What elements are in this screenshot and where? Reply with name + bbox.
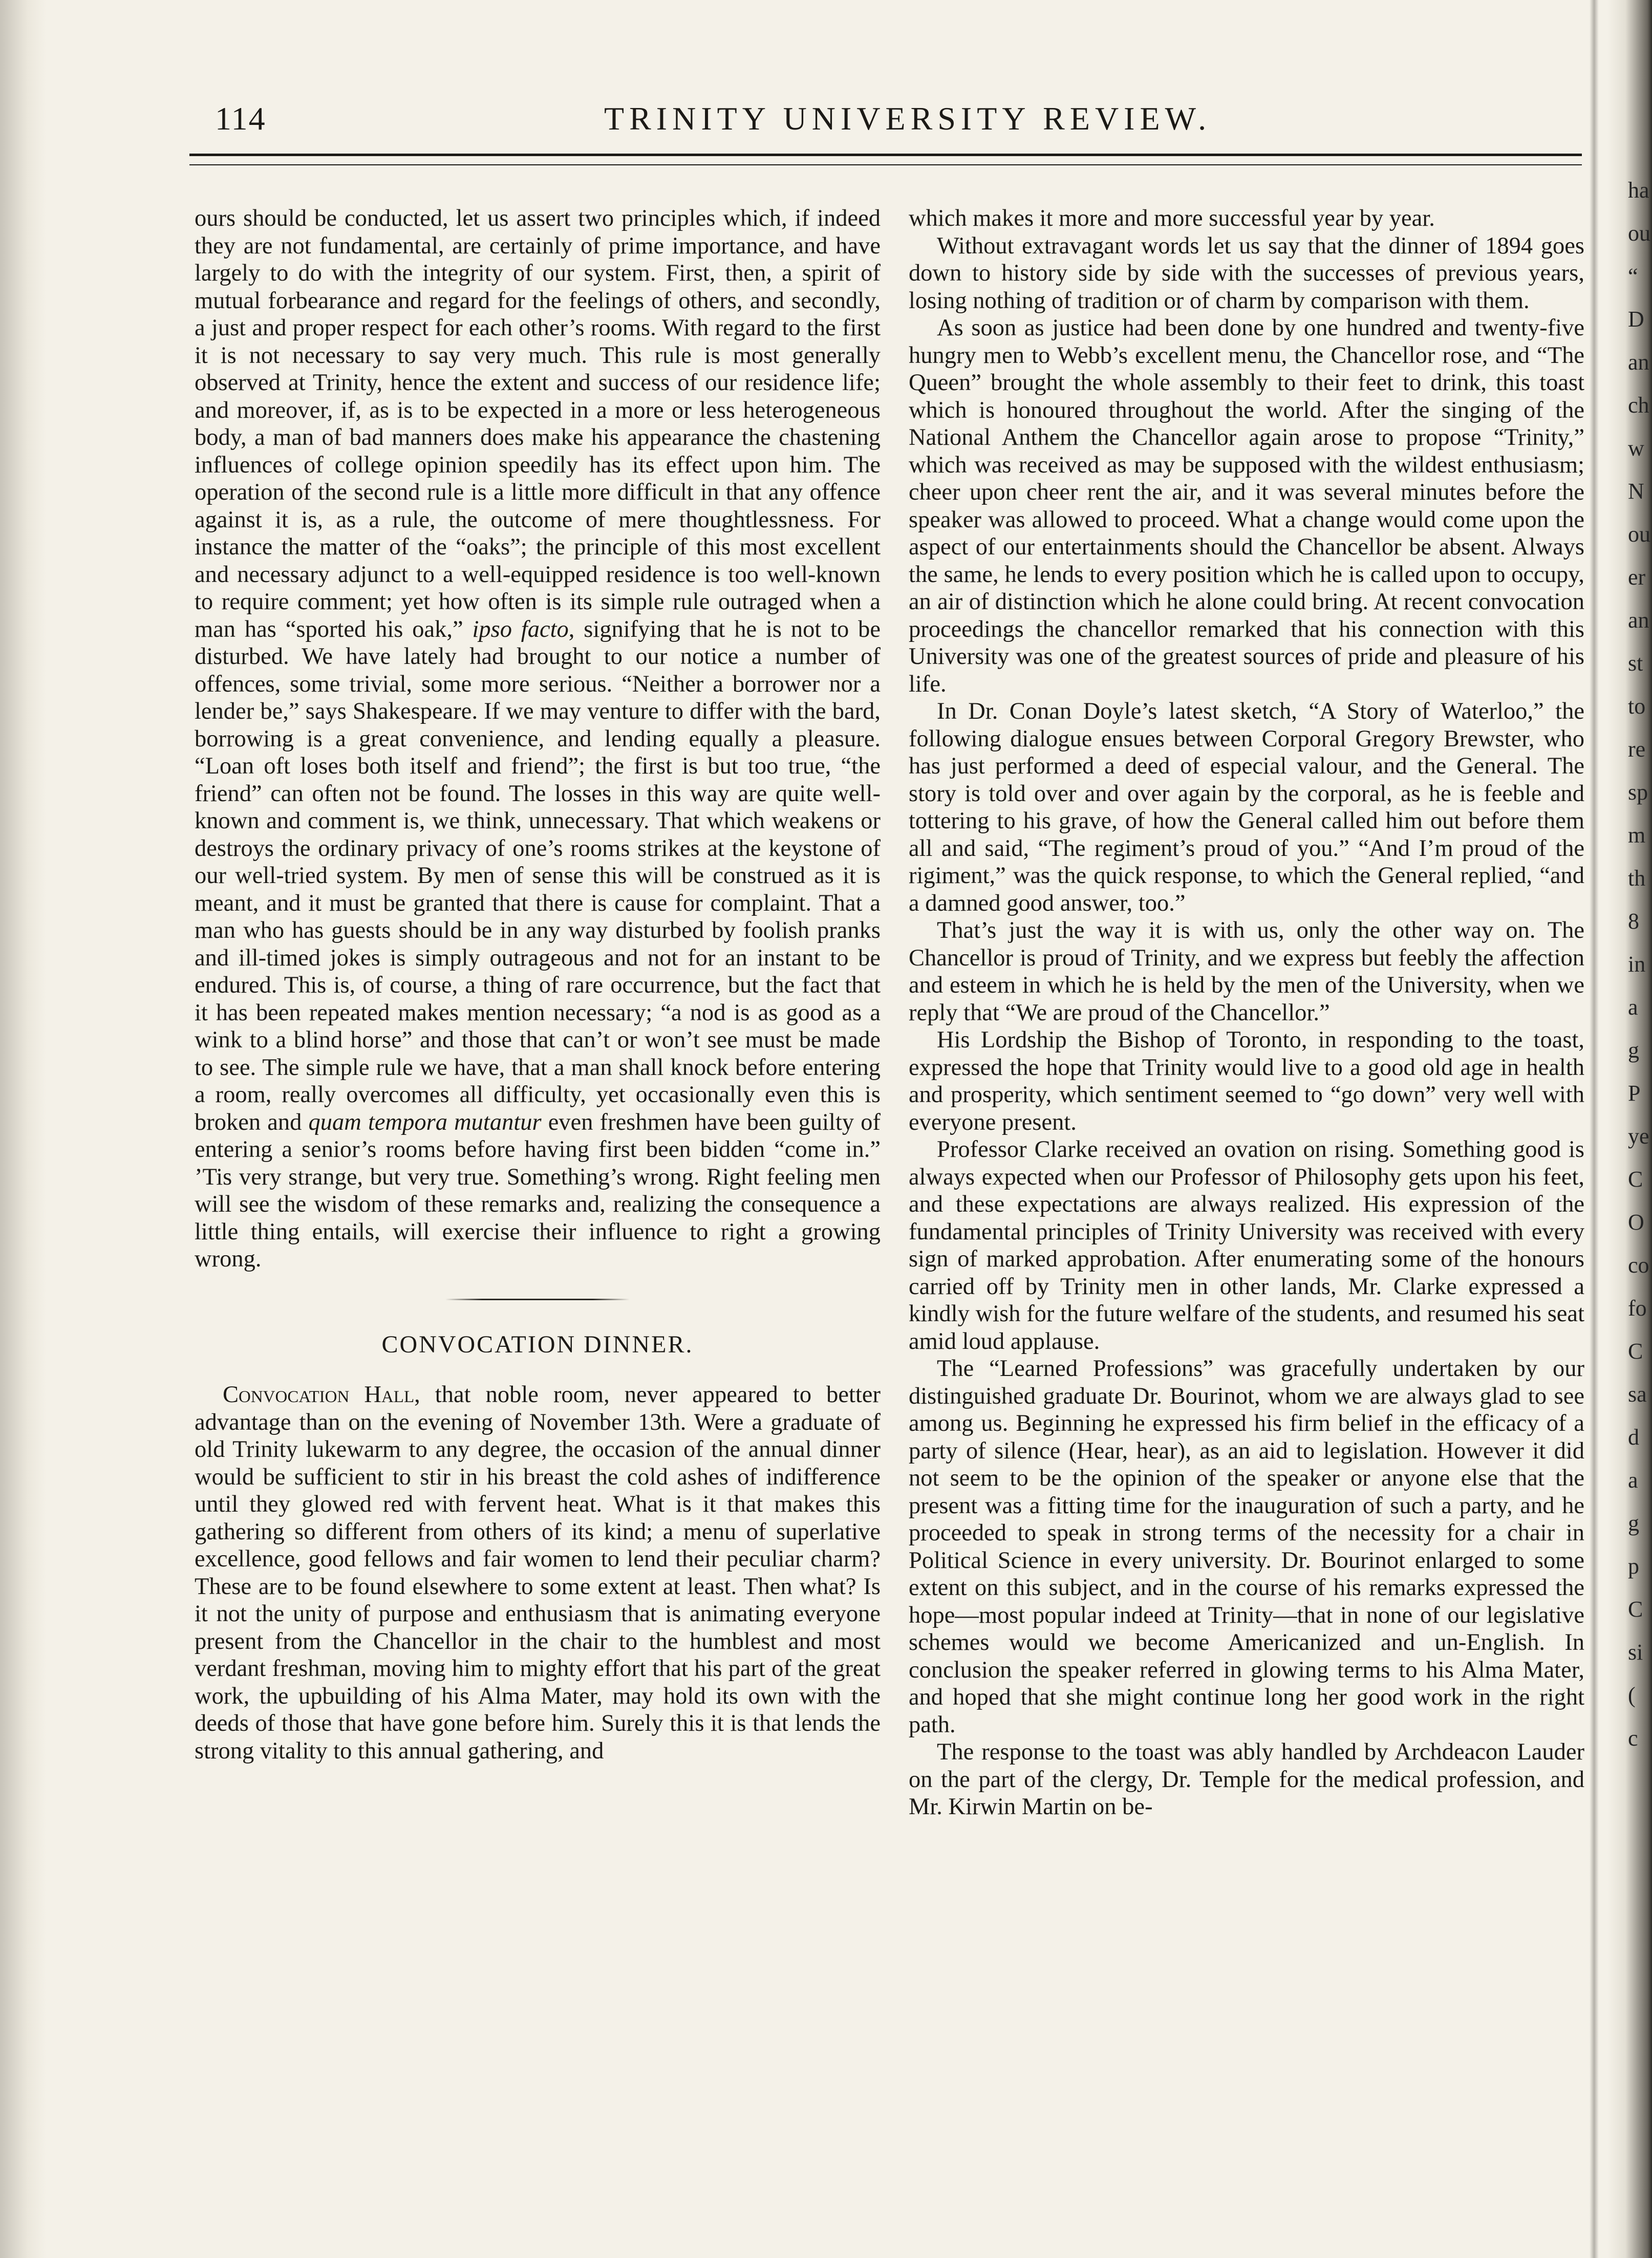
article-paragraph: The “Learned Professions” was gracefully undertaken by our distinguished graduate Dr. Bourinot, whom we are always glad to see among us. Beginning he expressed his firm belief in the efficacy of a party of silence (Hear, hear), as an aid to legislation. However it did not seem to be the opinion of the speaker or anyone else that the present was a fitting time for the inauguration of such a party, and he proceeded to speak in strong terms of the necessity for a chair in Political Science in every university. Dr. Bourinot enlarged to some extent on this subject, and in the course of his remarks expressed the hope—most popular indeed at Trinity—that in none of our legislative schemes would we become Americanized and un-English. In conclusion the speaker referred in glowing terms to his Alma Mater, and hoped that she might continue long her good work in the right path. xyxy=(909,1356,1584,1738)
margin-fragment: 8 xyxy=(1628,909,1639,934)
margin-fragment: C xyxy=(1628,1597,1643,1622)
article-paragraph: Professor Clarke received an ovation on rising. Something good is always expected when our Professor of Philosophy gets upon his feet, and these expectations are always realized. His expression of the fundamental principles of Trinity University was received with every sign of marked approbation. After enumerating some of the honours carried off by Trinity men in other lands, Mr. Clarke expressed a kindly wish for the future welfare of the students, and resumed his seat amid loud applause. xyxy=(909,1136,1584,1354)
binding-gutter xyxy=(1590,0,1599,2258)
margin-fragment: N xyxy=(1628,479,1644,504)
margin-fragment: ye xyxy=(1628,1124,1649,1149)
page-header xyxy=(215,100,1556,146)
margin-fragment: th xyxy=(1628,866,1646,891)
margin-fragment: sp xyxy=(1628,780,1648,805)
paragraph-text: ours should be conducted, let us assert two principles which, if indeed they are not fundamental, are certainly of prime importance, and have largely to do with the integrity of our system. First, then, a spirit of mutual forbearance and regard for the feelings of others, and secondly, a just and proper respect for each other’s rooms. With regard to the first it is not necessary to say very much. This rule is most generally observed at Trinity, hence the extent and success of our residence life; and moreover, if, as is to be expected in a more or less heterogeneous body, a man of bad manners does make his appearance the chastening influences of college opinion speedily has its effect upon him. The operation of the second rule is a little more difficult in that any offence against it is, as a rule, the outcome of mere thoughtlessness. For instance the matter of the “oaks”; the principle of this most excellent and necessary adjunct to a well-equipped residence is too well-known to require comment; yet how often is its simple rule outraged when a man has “sported his oak,” xyxy=(195,205,881,642)
section-title: CONVOCATION DINNER. xyxy=(381,1330,694,1358)
margin-fragment: c xyxy=(1628,1726,1638,1751)
article-paragraph: His Lordship the Bishop of Toronto, in responding to the toast, expressed the hope that Trinity would live to a good old age in health and prosperity, which sentiment seemed to “go down” very well with everyone present. xyxy=(909,1027,1584,1135)
margin-fragment: P xyxy=(1628,1081,1641,1106)
margin-fragment: p xyxy=(1628,1554,1639,1579)
margin-fragment: ch xyxy=(1628,393,1649,418)
article-paragraph xyxy=(195,205,881,1273)
margin-fragment: ( xyxy=(1628,1683,1636,1708)
paragraph-text: , that noble room, never appeared to better advantage than on the evening of November 13th. Were a graduate of old Trinity lukewarm to any degree, the occasion of the annual dinner would be sufficient to stir in his breast the cold ashes of indifference until they glowed red with fervent heat. What is it that makes this gathering so different from others of its kind; a menu of superlative excellence, good fellows and fair women to lend their peculiar charm? These are to be found elsewhere to some extent at least. Then what? Is it not the unity of purpose and enthusiasm that is animating everyone present from the Chancellor in the chair to the humblest and most verdant freshman, moving him to mighty effort that his part of the great work, the upbuilding of his Alma Mater, may hold its own with the deeds of those that have gone before him. Surely this it is that lends the strong vitality to this annual gathering, and xyxy=(195,1382,881,1764)
margin-fragment: si xyxy=(1628,1640,1643,1665)
margin-fragment: g xyxy=(1628,1511,1639,1536)
page-number: 114 xyxy=(215,100,266,137)
article-paragraph: As soon as justice had been done by one hundred and twenty-five hungry men to Webb’s excellent menu, the Chancellor rose, and “The Queen” brought the whole assembly to their feet to drink, this toast which is honoured throughout the world. After the singing of the National Anthem the Chancellor again arose to propose “Trinity,” which was received as may be supposed with the wildest enthusiasm; cheer upon cheer rent the air, and it was several minutes before the speaker was allowed to proceed. What a change would come upon the aspect of our entertainments should the Chancellor be absent. Always the same, he lends to every position which he is called upon to occupy, an air of distinction which he alone could bring. At recent convocation proceedings the chancellor remarked that his connection with this University was one of the greatest sources of pride and pleasure of his life. xyxy=(909,315,1584,697)
paragraph-text: even freshmen have been guilty of entering a senior’s rooms before having first been bidden “come in.” ’Tis very strange, but very true. Something’s wrong. Right feeling men will see the wisdom of these remarks and, realizing the consequence a little thing entails, will exercise their influence to right a growing wrong. xyxy=(195,1109,881,1272)
header-rule xyxy=(189,154,1582,165)
margin-fragment: sa xyxy=(1628,1382,1647,1407)
margin-fragment: w xyxy=(1628,436,1644,461)
margin-fragment: to xyxy=(1628,694,1646,719)
journal-title: TRINITY UNIVERSITY REVIEW. xyxy=(604,100,1212,137)
article-paragraph: That’s just the way it is with us, only the other way on. The Chancellor is proud of Trinity, and we express but feebly the affection and esteem in which he is held by the men of the University, when we reply that “We are proud of the Chancellor.” xyxy=(909,917,1584,1026)
margin-fragment: C xyxy=(1628,1167,1643,1192)
margin-fragment: an xyxy=(1628,350,1649,375)
margin-fragment: er xyxy=(1628,565,1646,590)
margin-fragment: st xyxy=(1628,651,1643,676)
margin-fragment: ou xyxy=(1628,221,1650,246)
margin-fragment: C xyxy=(1628,1339,1643,1364)
margin-fragment: m xyxy=(1628,823,1646,848)
article-paragraph: The response to the toast was ably handled by Archdeacon Lauder on the part of the clergy, Dr. Temple for the medical profession, and Mr. Kirwin Martin on be- xyxy=(909,1739,1584,1820)
left-column xyxy=(195,205,881,1765)
margin-fragment: fo xyxy=(1628,1296,1647,1321)
italic-phrase: ipso facto xyxy=(472,616,569,642)
section-divider xyxy=(445,1299,630,1300)
margin-fragment: re xyxy=(1628,737,1646,762)
margin-fragment: a xyxy=(1628,995,1638,1020)
margin-fragment: O xyxy=(1628,1210,1644,1235)
paragraph-text: , signifying that he is not to be disturbed. We have lately had brought to our notice a number of offences, some trivial, some more serious. “Neither a borrower nor a lender be,” says Shakespeare. If we may venture to differ with the bard, borrowing is a great convenience, and lending equally a pleasure. “Loan oft loses both itself and friend”; the first is but too true, “the friend” can often not be found. The losses in this way are quite well-known and comment is, we think, unnecessary. That which weakens or destroys the ordinary privacy of one’s rooms strikes at the keystone of our well-tried system. By men of sense this will be construed as it is meant, and it must be granted that there is cause for complaint. That a man who has guests should be in any way disturbed by foolish pranks and ill-timed jokes is simply outrageous and not for an instant to be endured. This is, of course, a thing of rare occurrence, but the fact that it has been repeated makes mention necessary; “a nod is as good as a wink to a blind horse” and those that can’t or won’t see must be made to see. The simple rule we have, that a man shall knock before entering a room, really overcomes all difficulty, yet occasionally even this is broken and xyxy=(195,616,881,1135)
next-page-margin-fragments xyxy=(1628,169,1648,1760)
margin-fragment: ou xyxy=(1628,522,1650,547)
margin-fragment: g xyxy=(1628,1038,1639,1063)
italic-phrase: quam tempora mutantur xyxy=(308,1109,542,1135)
margin-fragment: an xyxy=(1628,608,1649,633)
margin-fragment: “ xyxy=(1628,264,1638,289)
page-left-edge-shadow xyxy=(0,0,46,2258)
lead-in-smallcaps: Convocation Hall xyxy=(223,1382,415,1408)
margin-fragment: D xyxy=(1628,307,1644,332)
margin-fragment: co xyxy=(1628,1253,1649,1278)
article-paragraph xyxy=(195,1381,881,1765)
article-paragraph: Without extravagant words let us say that the dinner of 1894 goes down to history side by side with the successes of previous years, losing nothing of tradition or of charm by comparison with them. xyxy=(909,232,1584,314)
margin-fragment: a xyxy=(1628,1468,1638,1493)
margin-fragment: d xyxy=(1628,1425,1639,1450)
margin-fragment: in xyxy=(1628,952,1646,977)
right-column xyxy=(909,205,1584,1821)
article-paragraph: which makes it more and more successful year by year. xyxy=(909,205,1435,231)
article-paragraph: In Dr. Conan Doyle’s latest sketch, “A Story of Waterloo,” the following dialogue ensues between Corporal Gregory Brewster, who has just performed a deed of especial valour, and the General. The story is told over and over again by the corporal, as he is feeble and tottering to his grave, of how the General called him out before them all and said, “The regiment’s proud of you.” “And I’m proud of the rigiment,” was the quick response, to which the General replied, “and a damned good answer, too.” xyxy=(909,698,1584,916)
margin-fragment: ha xyxy=(1628,178,1649,203)
